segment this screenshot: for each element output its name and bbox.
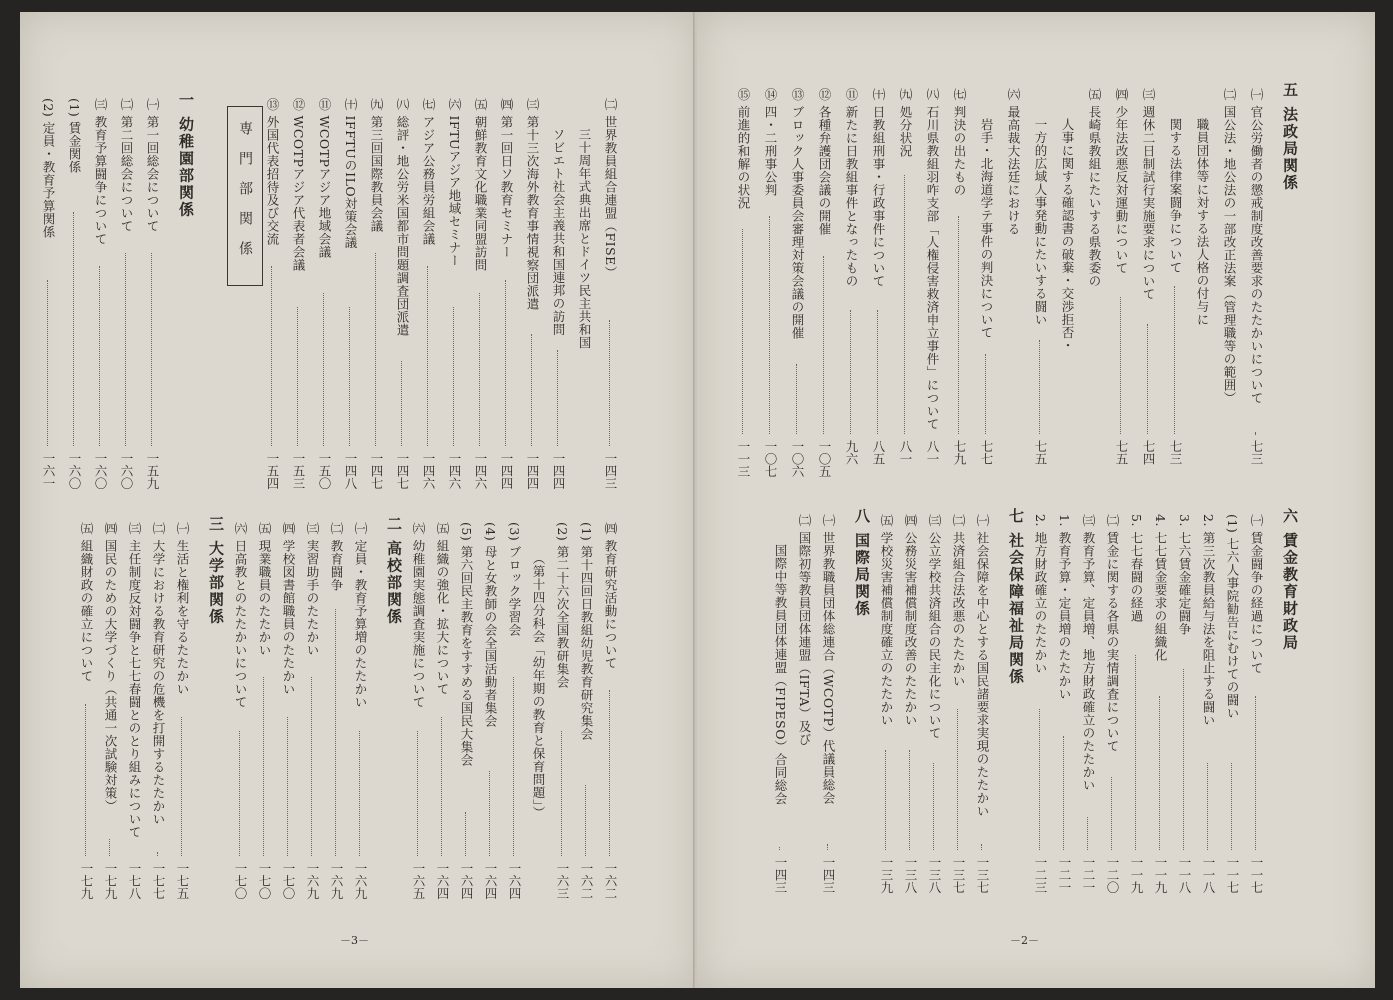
toc-entry — [773, 0, 787, 930]
toc-entry — [879, 0, 893, 930]
entry-text: ㈧ 総評・地公労米国都市問題調査団派遣 — [395, 98, 410, 337]
entry-text: 2. 地方財政確立のたたかい — [1033, 514, 1048, 675]
leader-dots — [271, 266, 272, 446]
entry-text: ㈠ 官公労働者の懲戒制度改善要求のたたかいについて — [1249, 88, 1264, 405]
leader-dots — [109, 839, 110, 857]
page-number: 一六〇 — [119, 452, 134, 490]
toc-entry — [927, 0, 941, 930]
page-number: 七四 — [1141, 440, 1156, 465]
leader-dots — [561, 731, 562, 857]
leader-dots — [1255, 696, 1256, 851]
leader-dots — [909, 750, 910, 851]
entry-text: （第十四分科会「幼年期の教育と保育問題」） — [531, 552, 546, 819]
toc-entry — [1177, 0, 1191, 930]
entry-text: 岩手・北海道学テ事件の判決について — [979, 118, 994, 339]
page-number: 八五 — [871, 440, 886, 465]
leader-dots — [335, 609, 336, 856]
leader-dots — [981, 844, 982, 850]
leader-dots — [609, 690, 610, 856]
entry-text: ㈠ 定員・教育予算増のたたかい — [353, 522, 368, 709]
page-number: 一一八 — [1177, 856, 1192, 894]
entry-text: ㈡ 賃金に関する各県の実情調査について — [1105, 514, 1120, 753]
page-number: 一三八 — [903, 856, 918, 894]
page-number: 七五 — [1114, 440, 1129, 465]
heading-text: 一 幼稚園部関係 — [177, 92, 195, 219]
leader-dots — [323, 293, 324, 446]
page-number: 七五 — [1033, 440, 1048, 465]
page-number: 一七九 — [79, 862, 94, 900]
entry-text: ㈡ 国際初等教員団体連盟（IFTA）及び — [797, 514, 812, 746]
toc-entry — [821, 0, 835, 930]
leader-dots — [769, 216, 770, 435]
entry-text: ㈣ 教育研究活動について — [603, 522, 618, 670]
entry-text: (1) 賃金関係 — [67, 98, 82, 174]
page-number: 一一九 — [1153, 856, 1168, 894]
toc-entry — [1033, 0, 1047, 930]
leader-dots — [359, 731, 360, 857]
leader-dots — [349, 307, 350, 447]
leader-dots — [742, 229, 743, 434]
toc-entry — [951, 0, 965, 930]
entry-text: 三十周年式典出席とドイツ民主共和国 — [577, 128, 592, 349]
entry-text: ㈢ 教育予算闘争について — [93, 98, 108, 246]
toc-entry — [736, 0, 750, 930]
entry-text: ㈤ 現業職員のたたかい — [257, 522, 272, 657]
entry-text: (1) 七六人事院勧告にむけての闘い — [1225, 514, 1240, 720]
entry-text: ㈢ 主任制度反対闘争と七七春闘とのとり組みについて — [127, 522, 142, 839]
toc-entry — [459, 0, 473, 930]
entry-text: (3) ブロック学習会 — [507, 522, 522, 637]
entry-text: ソビエト社会主義共和国連邦の訪問 — [551, 128, 566, 336]
page-number: 一四三 — [603, 452, 618, 490]
entry-text: ㈡ 世界教員組合連盟（FISE） — [603, 98, 618, 279]
entry-text: ㈥ IFTUアジア地域セミナー — [447, 98, 462, 267]
entry-text: ㈥ 日高教とのたたかいについて — [233, 522, 248, 709]
page-number: 一四三 — [821, 856, 836, 894]
page-number: 一二〇 — [1105, 856, 1120, 894]
page-number: 一一七 — [1225, 856, 1240, 894]
leader-dots — [1231, 763, 1232, 850]
leader-dots — [1183, 669, 1184, 851]
page-number: 一六九 — [305, 862, 320, 900]
entry-text: ㈦ アジア公務員労組会議 — [421, 98, 436, 246]
section-heading — [855, 0, 869, 930]
leader-dots — [181, 717, 182, 856]
page-number: 一四七 — [369, 452, 384, 490]
leader-dots — [1174, 286, 1175, 434]
page-number: 一〇六 — [790, 440, 805, 478]
entry-text: (2) 定員・教育予算関係 — [41, 98, 56, 239]
entry-text: 人事に関する確認書の破棄・交渉拒否・ — [1060, 118, 1075, 352]
page-number: 七九 — [952, 440, 967, 465]
page-number: 九六 — [844, 440, 859, 465]
section-heading — [1009, 0, 1023, 930]
leader-dots — [311, 677, 312, 857]
leader-dots — [297, 307, 298, 447]
leader-dots — [933, 763, 934, 850]
entry-text: ㈥ 最高裁大法廷における — [1006, 88, 1021, 236]
leader-dots — [1135, 655, 1136, 850]
page-number: 一二三 — [1033, 856, 1048, 894]
page-number: 一七七 — [151, 862, 166, 900]
page-number: 七三 — [1249, 440, 1264, 465]
leader-dots — [957, 709, 958, 850]
page-number: 一四四 — [525, 452, 540, 490]
entry-text: ㈠ 賃金闘争の経過について — [1249, 514, 1264, 675]
page-number: 八一 — [898, 440, 913, 465]
entry-text: ㈡ 国公法・地公法の一部改正法案（管理職等の範囲） — [1222, 88, 1237, 405]
entry-text: ㈡ 第二回総会について — [119, 98, 134, 233]
entry-text: ⑪ 新たに日教組事件となったもの — [844, 88, 859, 288]
entry-text: 3. 七六賃金確定闘争 — [1177, 514, 1192, 636]
page-number: 一七八 — [127, 862, 142, 900]
entry-text: 1. 教育予算・定員増のたたかい — [1057, 514, 1072, 701]
page-number: 一一九 — [1129, 856, 1144, 894]
page-number: 一五〇 — [317, 452, 332, 490]
leader-dots — [401, 361, 402, 447]
page-number: 一七〇 — [257, 862, 272, 900]
leader-dots — [239, 731, 240, 857]
page-number: 一七〇 — [281, 862, 296, 900]
leader-dots — [99, 266, 100, 446]
page-number: 一四三 — [773, 856, 788, 894]
toc-entry — [329, 0, 343, 930]
toc-entry — [603, 0, 617, 930]
toc-entry — [411, 0, 425, 930]
entry-text: ⑪ WCOTPアジア地域会議 — [317, 98, 332, 259]
entry-text: ⑬ 外国代表招待及び交流 — [265, 98, 280, 246]
entry-text: 4. 七七賃金要求の組織化 — [1153, 514, 1168, 662]
toc-entry — [41, 0, 55, 930]
entry-text: ⑮ 前進的和解の状況 — [736, 88, 751, 210]
toc-entry — [1129, 0, 1143, 930]
entry-text: ㈣ 少年法改悪反対運動について — [1114, 88, 1129, 275]
entry-text: ㈢ 週休二日制試行実施要求について — [1141, 88, 1156, 301]
entry-text: (1) 第十四回日教組幼児教育研究集会 — [579, 522, 594, 741]
toc-entry — [975, 0, 989, 930]
page-number: 一一八 — [1201, 856, 1216, 894]
toc-entry — [127, 0, 141, 930]
leader-dots — [1111, 777, 1112, 851]
toc-entry — [175, 0, 189, 930]
entry-text: ㈢ 公立学校共済組合の民主化について — [927, 514, 942, 740]
leader-dots — [85, 704, 86, 857]
toc-entry — [1201, 0, 1215, 930]
leader-dots — [489, 771, 490, 856]
page-number: 一〇七 — [763, 440, 778, 478]
entry-text: ㈣ 国民のための大学づくり（共通一次試験対策） — [103, 522, 118, 813]
entry-text: ㈤ 朝鮮教育文化職業同盟訪問 — [473, 98, 488, 272]
toc-entry — [555, 0, 569, 930]
entry-text: ⑭ 四・二刑事公判 — [763, 88, 778, 197]
leader-dots — [827, 844, 828, 850]
page-number: 一四六 — [473, 452, 488, 490]
page-number: 一六四 — [435, 862, 450, 900]
leader-dots — [263, 677, 264, 857]
entry-text: (4) 母と女教師の会全国活動者集会 — [483, 522, 498, 728]
entry-text: ㈤ 組織財政の確立について — [79, 522, 94, 683]
page-number: 一六九 — [353, 862, 368, 900]
leader-dots — [1063, 736, 1064, 850]
toc-entry — [353, 0, 367, 930]
page-number: 一三七 — [975, 856, 990, 894]
toc-entry — [1105, 0, 1119, 930]
entry-text: ㈠ 生活と権利を守るたたかい — [175, 522, 190, 696]
leader-dots — [877, 310, 878, 434]
section-heading — [209, 0, 223, 930]
toc-entry — [483, 0, 497, 930]
entry-text: ㈠ 第一回総会について — [145, 98, 160, 233]
page-number: 一六一 — [41, 452, 56, 490]
entry-text: 職員団体等に対する法人格の付与に — [1195, 118, 1210, 326]
entry-text: (5) 第六回民主教育をすすめる国民大集会 — [459, 522, 474, 767]
leader-dots — [427, 266, 428, 446]
entry-text: 一方的広域人事発動にたいする闘い — [1033, 118, 1048, 326]
leader-dots — [73, 212, 74, 446]
page-number: 一三七 — [951, 856, 966, 894]
page-number: 一三八 — [927, 856, 942, 894]
leader-dots — [157, 852, 158, 856]
toc-entry — [507, 0, 521, 930]
entry-text: ㈩ IFFTUのILO対策会議 — [343, 98, 358, 250]
page-number: 一六二 — [579, 862, 594, 900]
leader-dots — [1120, 297, 1121, 435]
toc-entry — [281, 0, 295, 930]
toc-entry — [531, 0, 545, 930]
page-number: 八一 — [925, 440, 940, 465]
folio-right: －2－ — [1010, 934, 1039, 947]
leader-dots — [885, 750, 886, 851]
entry-text: 国際中等教員団体連盟（FIPESO）合同総会 — [773, 544, 788, 805]
leader-dots — [125, 253, 126, 447]
page-number: 一〇五 — [817, 440, 832, 478]
entry-text: 2. 第三次教員給与法を阻止する闘い — [1201, 514, 1216, 727]
leader-dots — [850, 310, 851, 434]
entry-text: ㈣ 第一回日ソ教育セミナー — [499, 98, 514, 259]
page-number: 一六四 — [459, 862, 474, 900]
leader-dots — [1207, 763, 1208, 850]
entry-text: ㈨ 第三回国際教員会議 — [369, 98, 384, 233]
entry-text: ⑫ 各種弁護団会議の開催 — [817, 88, 832, 236]
toc-entry — [1153, 0, 1167, 930]
toc-entry — [1081, 0, 1095, 930]
entry-text: 5. 七七春闘の経過 — [1129, 514, 1144, 623]
entry-text: (2) 第二十六次全国教研集会 — [555, 522, 570, 689]
page-number: 一四四 — [499, 452, 514, 490]
leader-dots — [47, 280, 48, 447]
toc-entry — [435, 0, 449, 930]
entry-text: ㈤ 学校災害補償制度確立のたたかい — [879, 514, 894, 727]
leader-dots — [1159, 696, 1160, 851]
page-number: 一七九 — [103, 862, 118, 900]
section-heading — [1283, 0, 1297, 930]
toc-entry — [257, 0, 271, 930]
heading-text: 二 高校部関係 — [385, 516, 403, 626]
page-number: 一七五 — [175, 862, 190, 900]
page-number: 一六四 — [483, 862, 498, 900]
toc-entry — [151, 0, 165, 930]
toc-entry — [305, 0, 319, 930]
leader-dots — [417, 731, 418, 857]
entry-text: ㈧ 石川県教組羽咋支部「人権侵害救済申立事件」について — [925, 88, 940, 431]
entry-text: ㈠ 世界教職員団体総連合（WCOTP）代議員総会 — [821, 514, 836, 805]
entry-text: ⑫ WCOTPアジア代表者会議 — [291, 98, 306, 272]
leader-dots — [505, 280, 506, 447]
toc-entry — [103, 0, 117, 930]
entry-text: ㈣ 公務災害補償制度改善のたたかい — [903, 514, 918, 727]
page-number: 七三 — [1168, 440, 1183, 465]
toc-entry — [369, 0, 383, 930]
toc-entry — [903, 0, 917, 930]
page-number: 一五九 — [145, 452, 160, 490]
page-number: 一六四 — [507, 862, 522, 900]
leader-dots — [375, 253, 376, 447]
entry-text: ㈣ 学校図書館職員のたたかい — [281, 522, 296, 696]
leader-dots — [441, 717, 442, 856]
leader-dots — [1039, 709, 1040, 850]
entry-text: ㈤ 組織の強化・拡大について — [435, 522, 450, 696]
heading-text: 三 大学部関係 — [207, 516, 225, 626]
page-number: 七七 — [979, 440, 994, 465]
heading-text: 八 国際局関係 — [853, 508, 871, 618]
leader-dots — [465, 812, 466, 857]
page-number: 一四七 — [395, 452, 410, 490]
page-number: 一五四 — [265, 452, 280, 490]
toc-entry — [1249, 0, 1263, 930]
page-number: 一一三 — [736, 440, 751, 478]
section-box-label: 専門部関係 — [237, 121, 253, 271]
entry-text: ㈦ 判決の出たもの — [952, 88, 967, 197]
entry-text: ㈡ 教育闘争 — [329, 522, 344, 592]
entry-text: ㈨ 処分状況 — [898, 88, 913, 158]
page-number: 一六三 — [555, 862, 570, 900]
page-number: 一六五 — [411, 862, 426, 900]
page-number: 一七〇 — [233, 862, 248, 900]
toc-entry — [797, 0, 811, 930]
toc-entry — [579, 0, 593, 930]
page-number: 一六二 — [603, 862, 618, 900]
toc-entry — [1225, 0, 1239, 930]
section-heading — [387, 0, 401, 930]
toc-entry — [1057, 0, 1071, 930]
page-number: 一四八 — [343, 452, 358, 490]
entry-text: ㈩ 日教組刑事・行政事件について — [871, 88, 886, 288]
entry-text: ㈢ 第十三次海外教育事情視察団派遣 — [525, 98, 540, 311]
entry-text: ㈢ 教育予算、定員増、地方財政確立のたたかい — [1081, 514, 1096, 792]
heading-text: 七 社会保障福祉局関係 — [1007, 508, 1025, 686]
leader-dots — [479, 293, 480, 446]
page-number: 一二一 — [1081, 856, 1096, 894]
entry-text: ㈥ 幼稚園実態調査実施について — [411, 522, 426, 709]
folio-left: －3－ — [340, 934, 369, 947]
entry-text: ⑬ ブロック人事委員会審理対策会議の開催 — [790, 88, 805, 340]
heading-text: 六 賃金教育財政局 — [1281, 508, 1299, 652]
leader-dots — [779, 847, 780, 850]
leader-dots — [1087, 817, 1088, 850]
entry-text: ㈡ 大学における教育研究の危機を打開するたたかい — [151, 522, 166, 826]
leader-dots — [1147, 324, 1148, 435]
page-number: 一六〇 — [67, 452, 82, 490]
entry-text: 関する法律案闘争について — [1168, 118, 1183, 274]
entry-text: ㈡ 共済組合法改悪のたたかい — [951, 514, 966, 688]
leader-dots — [585, 785, 586, 857]
page-number: 一五三 — [291, 452, 306, 490]
page-number: 一六〇 — [93, 452, 108, 490]
page-number: 一四六 — [421, 452, 436, 490]
leader-dots — [287, 717, 288, 856]
page-number: 一一七 — [1249, 856, 1264, 894]
page-number: 一二一 — [1057, 856, 1072, 894]
leader-dots — [513, 677, 514, 857]
toc-entry — [79, 0, 93, 930]
leader-dots — [453, 307, 454, 447]
page-number: 一六九 — [329, 862, 344, 900]
entry-text: ㈠ 社会保障を中心とする国民諸要求実現のたたかい — [975, 514, 990, 818]
page-number: 一三九 — [879, 856, 894, 894]
toc-entry — [233, 0, 247, 930]
entry-text: ㈢ 実習助手のたたかい — [305, 522, 320, 657]
page-number: 一四四 — [551, 452, 566, 490]
heading-text: 五 法政局関係 — [1281, 82, 1299, 192]
entry-text: ㈤ 長崎県教組にたいする県教委の — [1087, 88, 1102, 288]
page-number: 一四六 — [447, 452, 462, 490]
